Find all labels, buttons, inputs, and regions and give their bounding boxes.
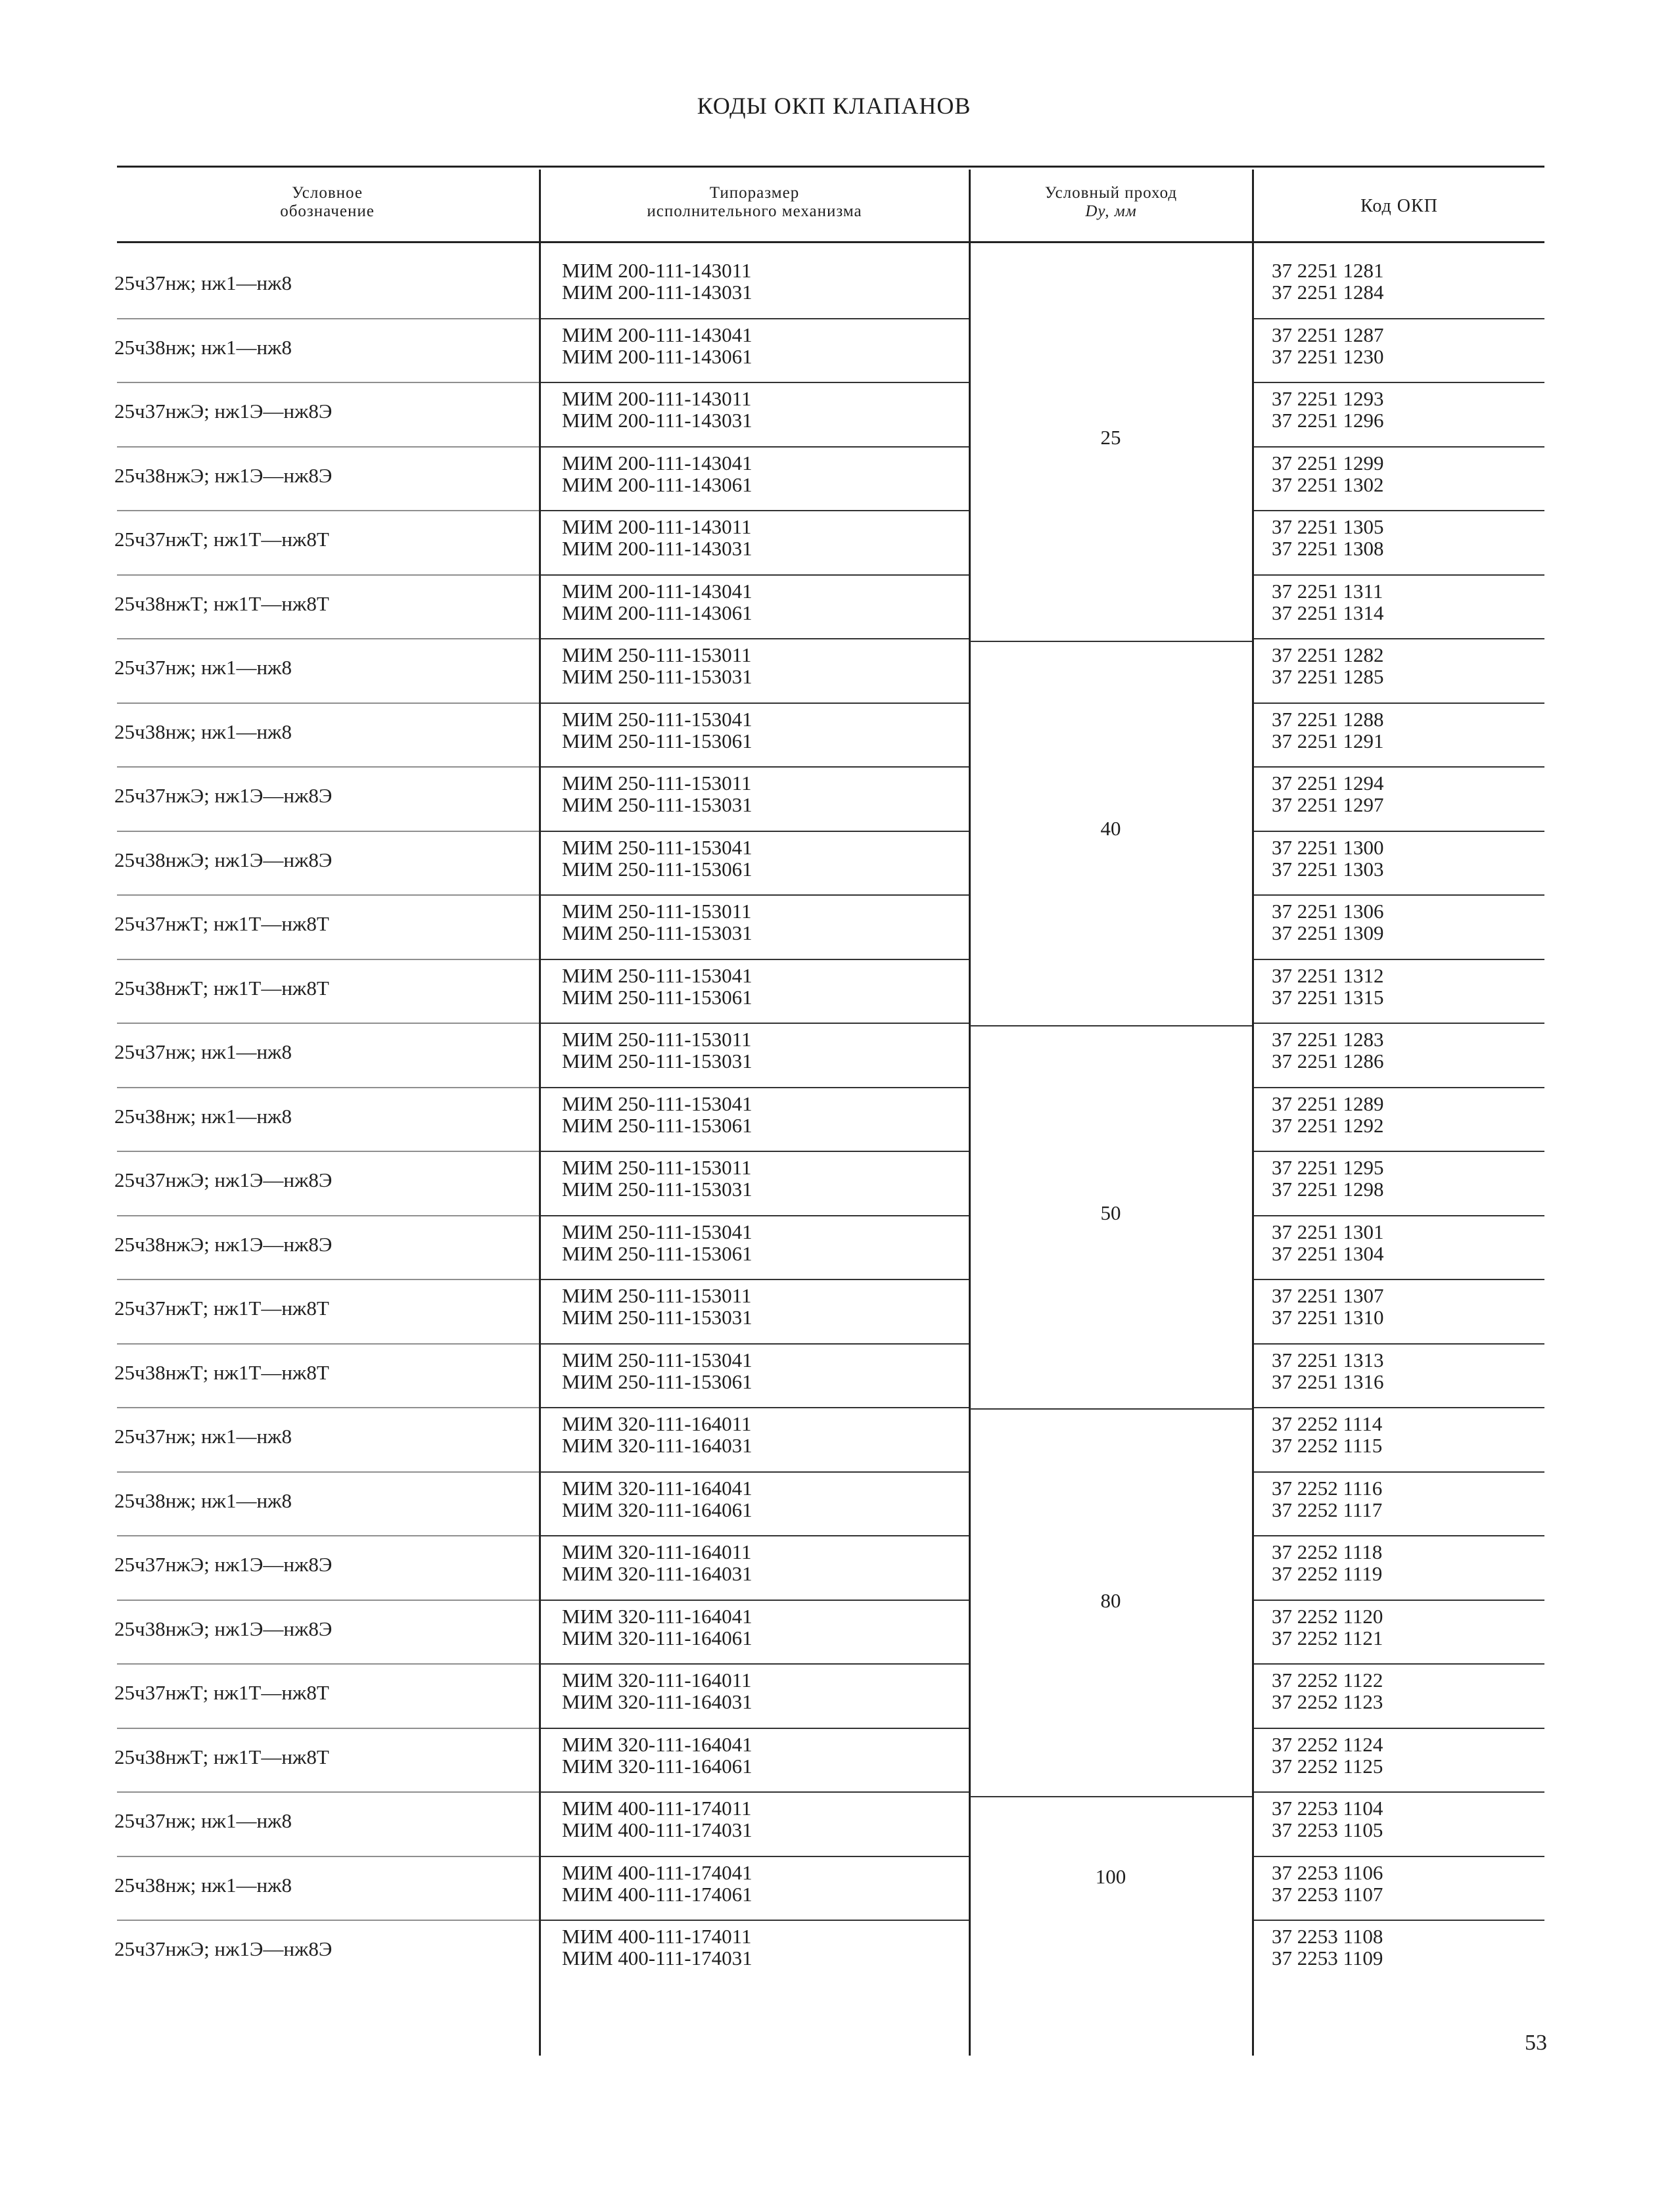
row-separator xyxy=(541,318,969,319)
actuator-size: МИМ 250-111-153031 xyxy=(562,921,753,944)
actuator-size: МИМ 400-111-174061 xyxy=(562,1883,753,1906)
row-separator xyxy=(117,446,539,448)
actuator-size: МИМ 400-111-174011 xyxy=(562,1925,752,1948)
valve-designation: 25ч37нжЭ; нж1Э—нж8Э xyxy=(114,400,333,423)
okp-code: 37 2251 1315 xyxy=(1272,986,1384,1009)
actuator-size: МИМ 320-111-164061 xyxy=(562,1755,753,1778)
okp-code: 37 2251 1295 xyxy=(1272,1156,1384,1179)
row-separator xyxy=(541,1087,969,1088)
valve-designation: 25ч38нжТ; нж1Т—нж8Т xyxy=(114,592,329,615)
okp-code: 37 2253 1104 xyxy=(1272,1797,1383,1820)
group-separator xyxy=(970,1408,1252,1410)
row-separator xyxy=(1254,1791,1544,1793)
row-separator xyxy=(117,1407,539,1408)
actuator-size: МИМ 200-111-143011 xyxy=(562,387,752,410)
row-separator xyxy=(117,638,539,639)
actuator-size: МИМ 250-111-153061 xyxy=(562,1370,753,1393)
okp-code: 37 2251 1288 xyxy=(1272,708,1384,731)
okp-code: 37 2251 1297 xyxy=(1272,793,1384,816)
header-okp-code xyxy=(1255,197,1544,216)
row-separator xyxy=(117,1856,539,1857)
header-okp-code-label: Код ОКП xyxy=(1360,196,1438,216)
okp-code: 37 2252 1116 xyxy=(1272,1477,1383,1500)
row-separator xyxy=(541,1663,969,1665)
okp-code: 37 2251 1281 xyxy=(1272,259,1384,282)
row-separator xyxy=(1254,638,1544,639)
actuator-size: МИМ 320-111-164031 xyxy=(562,1690,753,1713)
row-separator xyxy=(117,318,539,319)
header-nominal-bore xyxy=(971,184,1251,221)
actuator-size: МИМ 250-111-153041 xyxy=(562,836,753,859)
okp-code: 37 2251 1291 xyxy=(1272,729,1384,752)
nominal-bore-group-50: 50 xyxy=(1100,1201,1121,1224)
okp-code: 37 2251 1292 xyxy=(1272,1114,1384,1137)
okp-code: 37 2251 1294 xyxy=(1272,772,1384,795)
valve-designation: 25ч37нжТ; нж1Т—нж8Т xyxy=(114,1297,329,1320)
actuator-size: МИМ 200-111-143061 xyxy=(562,601,753,624)
okp-code: 37 2252 1125 xyxy=(1272,1755,1383,1778)
row-separator xyxy=(117,766,539,768)
actuator-size: МИМ 320-111-164011 xyxy=(562,1669,752,1692)
header-mechanism xyxy=(542,184,967,221)
valve-designation: 25ч38нж; нж1—нж8 xyxy=(114,1105,292,1128)
okp-code: 37 2251 1230 xyxy=(1272,345,1384,368)
actuator-size: МИМ 400-111-174041 xyxy=(562,1861,753,1884)
group-separator xyxy=(970,1025,1252,1026)
row-separator xyxy=(117,1920,539,1921)
row-separator xyxy=(117,382,539,383)
header-bottom-rule xyxy=(117,241,1544,243)
actuator-size: МИМ 200-111-143011 xyxy=(562,259,752,282)
actuator-size: МИМ 200-111-143031 xyxy=(562,537,753,560)
okp-code: 37 2252 1118 xyxy=(1272,1540,1383,1563)
row-separator xyxy=(541,1728,969,1729)
valve-designation: 25ч37нжЭ; нж1Э—нж8Э xyxy=(114,1553,333,1576)
actuator-size: МИМ 200-111-143011 xyxy=(562,515,752,538)
okp-code: 37 2251 1300 xyxy=(1272,836,1384,859)
row-separator xyxy=(117,959,539,960)
actuator-size: МИМ 320-111-164041 xyxy=(562,1605,753,1628)
row-separator xyxy=(117,1343,539,1345)
okp-code: 37 2251 1307 xyxy=(1272,1284,1384,1307)
row-separator xyxy=(541,959,969,960)
valve-designation: 25ч38нжЭ; нж1Э—нж8Э xyxy=(114,1233,333,1256)
page-title: КОДЫ ОКП КЛАПАНОВ xyxy=(697,93,971,119)
okp-code: 37 2251 1285 xyxy=(1272,665,1384,688)
actuator-size: МИМ 250-111-153031 xyxy=(562,1178,753,1201)
row-separator xyxy=(1254,382,1544,383)
okp-code: 37 2251 1309 xyxy=(1272,921,1384,944)
okp-code: 37 2251 1312 xyxy=(1272,964,1384,987)
actuator-size: МИМ 250-111-153031 xyxy=(562,793,753,816)
actuator-size: МИМ 250-111-153031 xyxy=(562,1306,753,1329)
okp-code: 37 2251 1289 xyxy=(1272,1092,1384,1115)
okp-code: 37 2251 1303 xyxy=(1272,858,1384,881)
okp-code: 37 2252 1119 xyxy=(1272,1562,1383,1585)
okp-code: 37 2251 1283 xyxy=(1272,1028,1384,1051)
actuator-size: МИМ 200-111-143041 xyxy=(562,580,753,603)
okp-code: 37 2253 1107 xyxy=(1272,1883,1383,1906)
table-top-rule xyxy=(117,166,1544,168)
row-separator xyxy=(541,1920,969,1921)
valve-designation: 25ч37нж; нж1—нж8 xyxy=(114,656,292,679)
row-separator xyxy=(1254,703,1544,704)
okp-code: 37 2251 1314 xyxy=(1272,601,1384,624)
actuator-size: МИМ 200-111-143031 xyxy=(562,409,753,432)
actuator-size: МИМ 250-111-153031 xyxy=(562,665,753,688)
header-nominal-bore-line1: Условный проход xyxy=(1044,184,1178,202)
row-separator xyxy=(1254,1728,1544,1729)
header-mechanism-line2: исполнительного механизма xyxy=(647,202,862,220)
row-separator xyxy=(541,1023,969,1024)
row-separator xyxy=(117,1279,539,1280)
actuator-size: МИМ 250-111-153061 xyxy=(562,1242,753,1265)
actuator-size: МИМ 400-111-174031 xyxy=(562,1947,753,1970)
row-separator xyxy=(117,1087,539,1088)
column-divider-3 xyxy=(1252,170,1254,2056)
okp-code: 37 2251 1287 xyxy=(1272,323,1384,346)
actuator-size: МИМ 250-111-153011 xyxy=(562,900,752,923)
row-separator xyxy=(1254,1920,1544,1921)
actuator-size: МИМ 250-111-153011 xyxy=(562,772,752,795)
actuator-size: МИМ 320-111-164041 xyxy=(562,1733,753,1756)
valve-designation: 25ч37нжТ; нж1Т—нж8Т xyxy=(114,912,329,935)
row-separator xyxy=(117,894,539,896)
valve-designation: 25ч38нжЭ; нж1Э—нж8Э xyxy=(114,848,333,871)
valve-designation: 25ч38нж; нж1—нж8 xyxy=(114,1874,292,1897)
okp-code: 37 2252 1117 xyxy=(1272,1498,1383,1521)
row-separator xyxy=(541,766,969,768)
actuator-size: МИМ 250-111-153061 xyxy=(562,1114,753,1137)
row-separator xyxy=(541,510,969,511)
valve-designation: 25ч37нжЭ; нж1Э—нж8Э xyxy=(114,784,333,807)
row-separator xyxy=(541,382,969,383)
actuator-size: МИМ 250-111-153011 xyxy=(562,1284,752,1307)
row-separator xyxy=(541,1535,969,1536)
row-separator xyxy=(117,574,539,576)
row-separator xyxy=(1254,318,1544,319)
okp-code: 37 2251 1301 xyxy=(1272,1220,1384,1243)
actuator-size: МИМ 200-111-143041 xyxy=(562,451,753,474)
row-separator xyxy=(1254,1407,1544,1408)
okp-code: 37 2253 1105 xyxy=(1272,1818,1383,1841)
row-separator xyxy=(1254,959,1544,960)
okp-code: 37 2252 1123 xyxy=(1272,1690,1383,1713)
row-separator xyxy=(1254,510,1544,511)
row-separator xyxy=(1254,1279,1544,1280)
actuator-size: МИМ 200-111-143041 xyxy=(562,323,753,346)
actuator-size: МИМ 320-111-164031 xyxy=(562,1562,753,1585)
okp-code: 37 2251 1306 xyxy=(1272,900,1384,923)
okp-code: 37 2251 1313 xyxy=(1272,1348,1384,1371)
okp-code: 37 2252 1120 xyxy=(1272,1605,1383,1628)
valve-designation: 25ч37нж; нж1—нж8 xyxy=(114,271,292,294)
actuator-size: МИМ 320-111-164041 xyxy=(562,1477,753,1500)
valve-designation: 25ч38нж; нж1—нж8 xyxy=(114,1489,292,1512)
actuator-size: МИМ 250-111-153041 xyxy=(562,1092,753,1115)
okp-code: 37 2253 1109 xyxy=(1272,1947,1383,1970)
row-separator xyxy=(541,1471,969,1473)
valve-designation: 25ч37нж; нж1—нж8 xyxy=(114,1425,292,1448)
valve-designation: 25ч38нжТ; нж1Т—нж8Т xyxy=(114,1745,329,1768)
valve-designation: 25ч38нжЭ; нж1Э—нж8Э xyxy=(114,464,333,487)
row-separator xyxy=(117,1663,539,1665)
actuator-size: МИМ 250-111-153011 xyxy=(562,1156,752,1179)
row-separator xyxy=(117,1600,539,1601)
okp-code: 37 2251 1304 xyxy=(1272,1242,1384,1265)
nominal-bore-group-25: 25 xyxy=(1100,426,1121,449)
valve-designation: 25ч38нжЭ; нж1Э—нж8Э xyxy=(114,1617,333,1640)
row-separator xyxy=(1254,1535,1544,1536)
valve-designation: 25ч37нжТ; нж1Т—нж8Т xyxy=(114,1681,329,1704)
okp-code: 37 2251 1296 xyxy=(1272,409,1384,432)
row-separator xyxy=(117,510,539,511)
row-separator xyxy=(1254,574,1544,576)
header-nominal-bore-line2: Dу, мм xyxy=(1085,202,1137,220)
row-separator xyxy=(117,1023,539,1024)
okp-code: 37 2251 1305 xyxy=(1272,515,1384,538)
row-separator xyxy=(541,1343,969,1345)
row-separator xyxy=(1254,894,1544,896)
actuator-size: МИМ 250-111-153011 xyxy=(562,1028,752,1051)
okp-code: 37 2253 1108 xyxy=(1272,1925,1383,1948)
actuator-size: МИМ 250-111-153061 xyxy=(562,729,753,752)
actuator-size: МИМ 320-111-164061 xyxy=(562,1498,753,1521)
okp-code: 37 2251 1298 xyxy=(1272,1178,1384,1201)
column-divider-1 xyxy=(539,170,541,2056)
row-separator xyxy=(1254,1471,1544,1473)
row-separator xyxy=(1254,1151,1544,1152)
actuator-size: МИМ 320-111-164061 xyxy=(562,1626,753,1649)
row-separator xyxy=(541,1407,969,1408)
row-separator xyxy=(541,574,969,576)
nominal-bore-group-80: 80 xyxy=(1100,1589,1121,1612)
actuator-size: МИМ 250-111-153061 xyxy=(562,986,753,1009)
actuator-size: МИМ 250-111-153041 xyxy=(562,1348,753,1371)
row-separator xyxy=(117,1535,539,1536)
okp-code: 37 2251 1302 xyxy=(1272,473,1384,496)
row-separator xyxy=(1254,766,1544,768)
row-separator xyxy=(541,638,969,639)
header-designation xyxy=(117,184,538,221)
nominal-bore-group-40: 40 xyxy=(1100,817,1121,840)
group-separator xyxy=(970,641,1252,642)
row-separator xyxy=(117,703,539,704)
row-separator xyxy=(117,831,539,832)
row-separator xyxy=(117,1728,539,1729)
valve-designation: 25ч37нжЭ; нж1Э—нж8Э xyxy=(114,1937,333,1960)
row-separator xyxy=(541,1279,969,1280)
okp-code: 37 2251 1284 xyxy=(1272,281,1384,304)
actuator-size: МИМ 250-111-153031 xyxy=(562,1049,753,1072)
okp-code: 37 2251 1308 xyxy=(1272,537,1384,560)
row-separator xyxy=(541,894,969,896)
actuator-size: МИМ 320-111-164011 xyxy=(562,1540,752,1563)
group-separator xyxy=(970,1796,1252,1797)
valve-designation: 25ч37нжТ; нж1Т—нж8Т xyxy=(114,528,329,551)
row-separator xyxy=(1254,446,1544,448)
row-separator xyxy=(541,1215,969,1216)
actuator-size: МИМ 250-111-153041 xyxy=(562,1220,753,1243)
actuator-size: МИМ 320-111-164011 xyxy=(562,1412,752,1435)
actuator-size: МИМ 200-111-143061 xyxy=(562,345,753,368)
actuator-size: МИМ 250-111-153041 xyxy=(562,964,753,987)
nominal-bore-group-100: 100 xyxy=(1095,1865,1126,1888)
row-separator xyxy=(1254,1023,1544,1024)
row-separator xyxy=(541,1856,969,1857)
actuator-size: МИМ 250-111-153041 xyxy=(562,708,753,731)
actuator-size: МИМ 250-111-153011 xyxy=(562,643,752,666)
actuator-size: МИМ 200-111-143061 xyxy=(562,473,753,496)
okp-code: 37 2251 1310 xyxy=(1272,1306,1384,1329)
okp-code: 37 2251 1316 xyxy=(1272,1370,1384,1393)
header-mechanism-line1: Типоразмер xyxy=(709,184,800,202)
valve-designation: 25ч38нж; нж1—нж8 xyxy=(114,336,292,359)
row-separator xyxy=(117,1791,539,1793)
row-separator xyxy=(117,1151,539,1152)
row-separator xyxy=(541,703,969,704)
row-separator xyxy=(1254,1087,1544,1088)
valve-designation: 25ч37нж; нж1—нж8 xyxy=(114,1809,292,1832)
valve-designation: 25ч38нжТ; нж1Т—нж8Т xyxy=(114,1361,329,1384)
okp-code: 37 2251 1286 xyxy=(1272,1049,1384,1072)
row-separator xyxy=(1254,1215,1544,1216)
okp-code: 37 2252 1114 xyxy=(1272,1412,1383,1435)
actuator-size: МИМ 400-111-174031 xyxy=(562,1818,753,1841)
valve-designation: 25ч37нжЭ; нж1Э—нж8Э xyxy=(114,1168,333,1191)
actuator-size: МИМ 320-111-164031 xyxy=(562,1434,753,1457)
row-separator xyxy=(1254,1663,1544,1665)
actuator-size: МИМ 200-111-143031 xyxy=(562,281,753,304)
row-separator xyxy=(541,1151,969,1152)
row-separator xyxy=(117,1471,539,1473)
okp-code: 37 2253 1106 xyxy=(1272,1861,1383,1884)
okp-code: 37 2251 1293 xyxy=(1272,387,1384,410)
okp-code: 37 2252 1124 xyxy=(1272,1733,1383,1756)
okp-code: 37 2251 1282 xyxy=(1272,643,1384,666)
valve-designation: 25ч38нж; нж1—нж8 xyxy=(114,720,292,743)
row-separator xyxy=(541,446,969,448)
column-divider-2 xyxy=(969,170,971,2056)
row-separator xyxy=(1254,1343,1544,1345)
valve-designation: 25ч37нж; нж1—нж8 xyxy=(114,1040,292,1063)
row-separator xyxy=(541,1791,969,1793)
okp-code: 37 2252 1115 xyxy=(1272,1434,1383,1457)
okp-code: 37 2251 1311 xyxy=(1272,580,1383,603)
actuator-size: МИМ 400-111-174011 xyxy=(562,1797,752,1820)
valve-designation: 25ч38нжТ; нж1Т—нж8Т xyxy=(114,977,329,1000)
row-separator xyxy=(1254,1600,1544,1601)
header-designation-line1: Условное xyxy=(292,184,363,202)
okp-code: 37 2251 1299 xyxy=(1272,451,1384,474)
okp-code: 37 2252 1122 xyxy=(1272,1669,1383,1692)
row-separator xyxy=(541,1600,969,1601)
row-separator xyxy=(541,831,969,832)
row-separator xyxy=(1254,831,1544,832)
actuator-size: МИМ 250-111-153061 xyxy=(562,858,753,881)
header-designation-line2: обозначение xyxy=(280,202,375,220)
okp-code: 37 2252 1121 xyxy=(1272,1626,1383,1649)
row-separator xyxy=(1254,1856,1544,1857)
page-number: 53 xyxy=(1525,2031,1547,2055)
row-separator xyxy=(117,1215,539,1216)
